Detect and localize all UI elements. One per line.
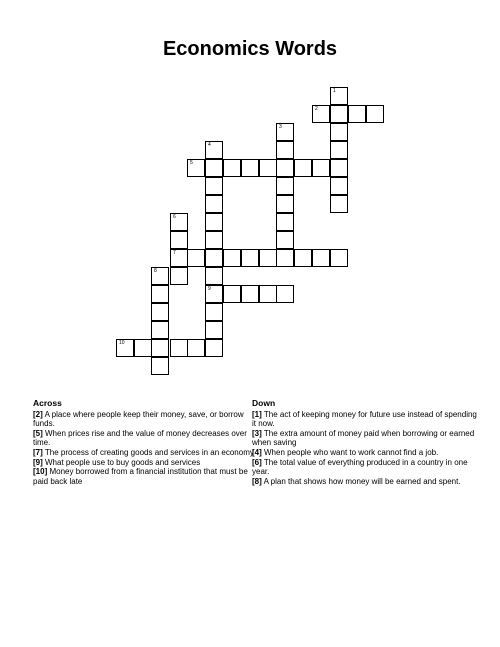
grid-cell[interactable] bbox=[151, 339, 169, 357]
grid-cell[interactable] bbox=[205, 285, 223, 303]
clue-down-6: [6] The total value of everything produced in a country in one year. bbox=[252, 457, 468, 477]
grid-cell[interactable] bbox=[330, 87, 348, 105]
grid-cell[interactable] bbox=[170, 213, 188, 231]
clue-across-2: [2] A place where people keep their money, save, or borrow funds. bbox=[33, 409, 244, 429]
grid-cell[interactable] bbox=[294, 249, 312, 267]
grid-cell[interactable] bbox=[330, 177, 348, 195]
grid-cell[interactable] bbox=[205, 231, 223, 249]
clue-number: 2 bbox=[315, 106, 318, 112]
grid-cell[interactable] bbox=[241, 285, 259, 303]
clue-number: 3 bbox=[279, 124, 282, 130]
grid-cell[interactable] bbox=[205, 249, 223, 267]
grid-cell[interactable] bbox=[276, 213, 294, 231]
grid-cell[interactable] bbox=[151, 267, 169, 285]
clue-number: 6 bbox=[173, 214, 176, 220]
grid-cell[interactable] bbox=[312, 105, 330, 123]
grid-cell[interactable] bbox=[223, 159, 241, 177]
grid-cell[interactable] bbox=[312, 249, 330, 267]
grid-cell[interactable] bbox=[187, 159, 205, 177]
grid-cell[interactable] bbox=[259, 285, 277, 303]
grid-cell[interactable] bbox=[205, 159, 223, 177]
grid-cell[interactable] bbox=[276, 123, 294, 141]
clue-number: 1 bbox=[333, 88, 336, 94]
grid-cell[interactable] bbox=[330, 123, 348, 141]
grid-cell[interactable] bbox=[223, 249, 241, 267]
grid-cell[interactable] bbox=[241, 159, 259, 177]
grid-cell[interactable] bbox=[330, 105, 348, 123]
grid-cell[interactable] bbox=[348, 105, 366, 123]
page-title: Economics Words bbox=[162, 38, 338, 60]
clue-number: 10 bbox=[119, 340, 125, 346]
grid-cell[interactable] bbox=[205, 303, 223, 321]
clue-across-7: [7] The process of creating goods and services in an economy bbox=[33, 447, 254, 457]
grid-cell[interactable] bbox=[330, 141, 348, 159]
grid-cell[interactable] bbox=[276, 195, 294, 213]
clue-number: 4 bbox=[208, 142, 211, 148]
grid-cell[interactable] bbox=[205, 267, 223, 285]
clue-down-3: [3] The extra amount of money paid when borrowing or earned when saving bbox=[252, 428, 475, 448]
grid-cell[interactable] bbox=[330, 159, 348, 177]
grid-cell[interactable] bbox=[259, 249, 277, 267]
grid-cell[interactable] bbox=[187, 339, 205, 357]
clue-number: 8 bbox=[154, 268, 157, 274]
grid-cell[interactable] bbox=[241, 249, 259, 267]
grid-cell[interactable] bbox=[366, 105, 384, 123]
grid-cell[interactable] bbox=[170, 231, 188, 249]
grid-cell[interactable] bbox=[205, 177, 223, 195]
down-heading: Down bbox=[252, 398, 276, 408]
grid-cell[interactable] bbox=[294, 159, 312, 177]
across-heading: Across bbox=[33, 398, 62, 408]
grid-cell[interactable] bbox=[116, 339, 134, 357]
grid-cell[interactable] bbox=[205, 141, 223, 159]
clue-across-10: [10] Money borrowed from a financial institution that must be paid back late bbox=[33, 467, 248, 486]
down-clues bbox=[252, 399, 478, 486]
grid-cell[interactable] bbox=[276, 177, 294, 195]
grid-cell[interactable] bbox=[170, 249, 188, 267]
grid-cell[interactable] bbox=[330, 195, 348, 213]
grid-cell[interactable] bbox=[151, 321, 169, 339]
grid-cell[interactable] bbox=[151, 357, 169, 375]
grid-cell[interactable] bbox=[259, 159, 277, 177]
grid-cell[interactable] bbox=[134, 339, 152, 357]
clue-down-1: [1] The act of keeping money for future use instead of spending it now. bbox=[252, 409, 477, 429]
across-clues bbox=[33, 399, 259, 486]
grid-cell[interactable] bbox=[205, 213, 223, 231]
grid-cell[interactable] bbox=[170, 267, 188, 285]
grid-cell[interactable] bbox=[187, 249, 205, 267]
grid-cell[interactable] bbox=[276, 231, 294, 249]
clue-across-5: [5] When prices rise and the value of money decreases over time. bbox=[33, 428, 247, 448]
clue-across-9: [9] What people use to buy goods and services bbox=[33, 457, 201, 467]
grid-cell[interactable] bbox=[276, 249, 294, 267]
grid-cell[interactable] bbox=[312, 159, 330, 177]
grid-cell[interactable] bbox=[223, 285, 241, 303]
grid-cell[interactable] bbox=[151, 285, 169, 303]
clue-number: 5 bbox=[190, 160, 193, 166]
grid-cell[interactable] bbox=[205, 195, 223, 213]
clue-down-4: [4] When people who want to work cannot find a job. bbox=[252, 447, 439, 457]
grid-cell[interactable] bbox=[205, 321, 223, 339]
clue-number: 7 bbox=[173, 250, 176, 256]
grid-cell[interactable] bbox=[276, 141, 294, 159]
grid-cell[interactable] bbox=[276, 159, 294, 177]
grid-cell[interactable] bbox=[205, 339, 223, 357]
grid-cell[interactable] bbox=[170, 339, 188, 357]
grid-cell[interactable] bbox=[276, 285, 294, 303]
grid-cell[interactable] bbox=[330, 249, 348, 267]
clue-down-8: [8] A plan that shows how money will be earned and spent. bbox=[252, 476, 461, 486]
grid-cell[interactable] bbox=[151, 303, 169, 321]
clue-number: 9 bbox=[208, 286, 211, 292]
